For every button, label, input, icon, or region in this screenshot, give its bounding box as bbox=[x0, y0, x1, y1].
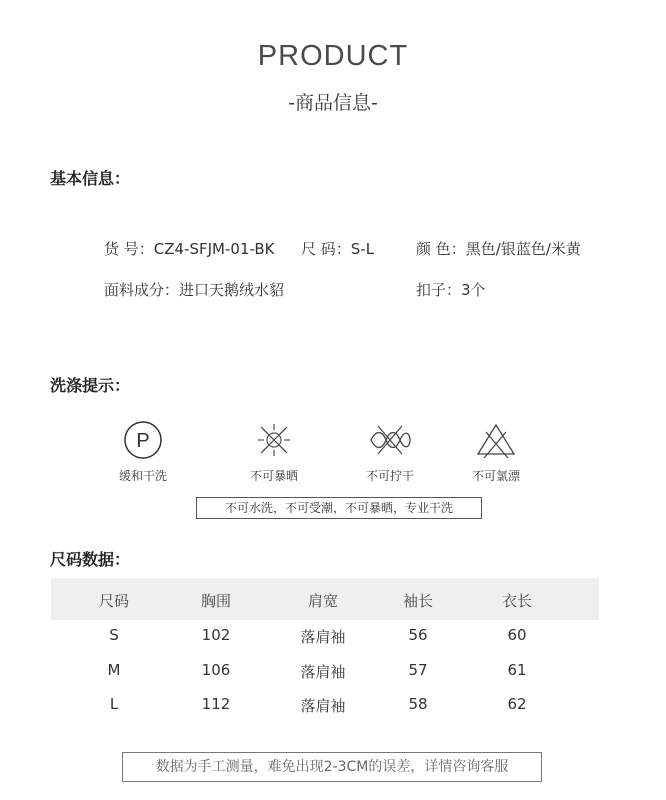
size-table-cell: 106 bbox=[201, 661, 231, 679]
basic-info-heading: 基本信息： bbox=[50, 169, 131, 188]
size-range: 尺 码：S-L bbox=[301, 240, 375, 258]
page-title: PRODUCT bbox=[257, 40, 409, 72]
item-number: 货 号：CZ4-SFJM-01-BK bbox=[104, 240, 275, 258]
washing-heading: 洗涤提示： bbox=[50, 376, 131, 395]
no-bleach-icon bbox=[474, 418, 518, 462]
care-label-no-bleach: 不可氯漂 bbox=[471, 469, 520, 483]
care-label-no-sun-dry: 不可暴晒 bbox=[249, 469, 298, 483]
no-sun-dry-icon bbox=[252, 418, 296, 462]
size-table-cell: 56 bbox=[408, 626, 428, 644]
size-table-cell: 57 bbox=[408, 661, 428, 679]
size-table-header-cell: 衣长 bbox=[501, 592, 532, 610]
care-label-gentle-dry-clean: 缓和干洗 bbox=[118, 469, 167, 483]
size-table-cell: L bbox=[109, 695, 119, 713]
size-table-cell: 112 bbox=[201, 695, 231, 713]
size-table-cell: 落肩袖 bbox=[300, 697, 346, 715]
svg-text:P: P bbox=[136, 430, 150, 452]
page-subtitle: -商品信息- bbox=[288, 92, 378, 114]
size-table-header-cell: 尺码 bbox=[98, 592, 129, 610]
color-options: 颜 色：黑色/银蓝色/米黄 bbox=[416, 240, 581, 258]
size-table-cell: 落肩袖 bbox=[300, 628, 346, 646]
size-table-header-cell: 肩宽 bbox=[307, 592, 338, 610]
measurement-footnote: 数据为手工测量，难免出现2-3CM的误差，详情咨询客服 bbox=[122, 752, 542, 782]
size-table-heading: 尺码数据： bbox=[50, 550, 131, 569]
size-table-cell: 61 bbox=[507, 661, 527, 679]
no-wring-icon bbox=[368, 418, 412, 462]
care-label-no-wring: 不可拧干 bbox=[365, 469, 414, 483]
size-table-cell: 58 bbox=[408, 695, 428, 713]
care-note: 不可水洗，不可受潮，不可暴晒，专业干洗 bbox=[196, 497, 482, 519]
size-table-cell: M bbox=[107, 661, 121, 679]
size-table-cell: 落肩袖 bbox=[300, 663, 346, 681]
size-table-header-cell: 胸围 bbox=[200, 592, 231, 610]
size-table-cell: 62 bbox=[507, 695, 527, 713]
fabric-composition: 面料成分：进口天鹅绒水貂 bbox=[104, 281, 285, 299]
size-table-cell: S bbox=[109, 626, 119, 644]
size-table-header-cell: 袖长 bbox=[402, 592, 433, 610]
button-count: 扣子：3个 bbox=[416, 281, 486, 299]
size-table-cell: 102 bbox=[201, 626, 231, 644]
size-table-cell: 60 bbox=[507, 626, 527, 644]
gentle-dry-clean-icon bbox=[121, 418, 165, 462]
